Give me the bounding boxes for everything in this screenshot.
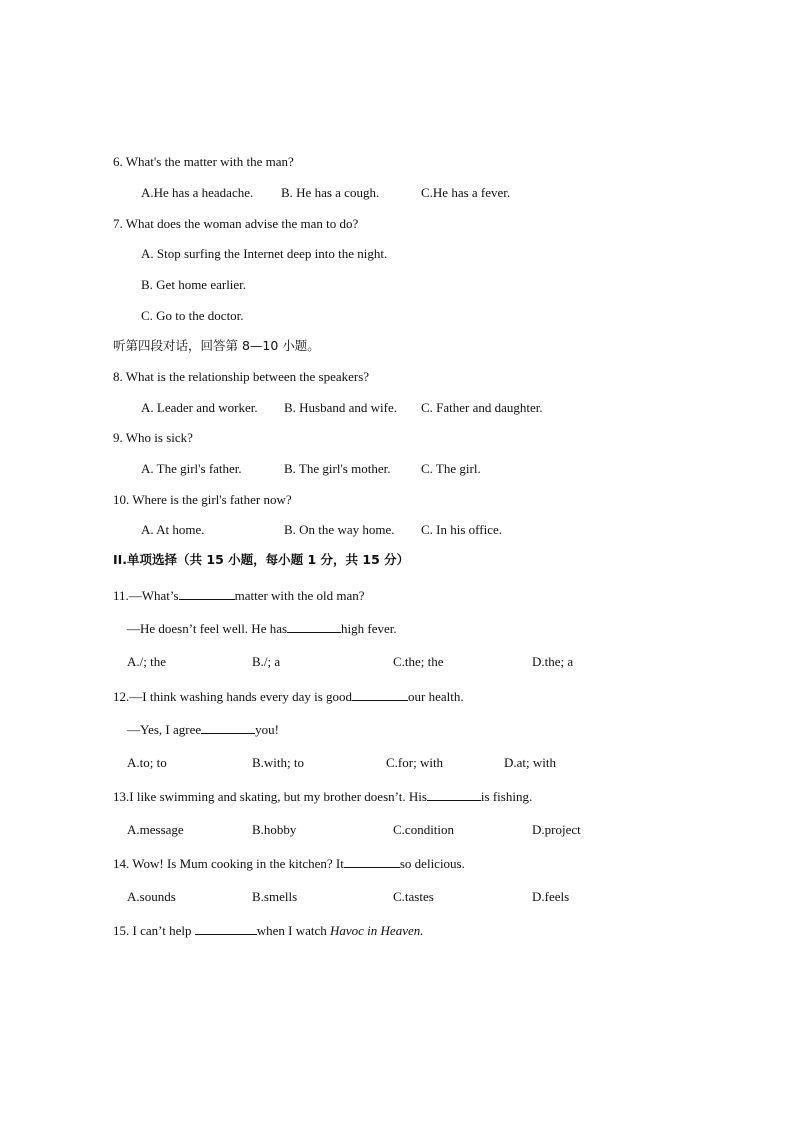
q14-option-c[interactable]: C.tastes [393,889,434,904]
q14-text-b: so delicious. [399,856,465,871]
q15-text-b: when I watch [256,923,327,938]
q15-blank[interactable] [195,922,257,935]
q12-text-b: our health. [408,689,464,704]
q10-option-b[interactable]: B. On the way home. [284,522,395,537]
q11-reply-b: high fever. [341,621,397,636]
q7-option-a[interactable]: A. Stop surfing the Internet deep into the night. [141,246,388,261]
q12-option-c[interactable]: C.for; with [386,755,444,770]
q13-text-a: 13.I like swimming and skating, but my brother doesn’t. His [113,789,427,804]
q14-text-a: 14. Wow! Is Mum cooking in the kitchen? It [113,856,344,871]
q8-option-b[interactable]: B. Husband and wife. [284,400,398,415]
q13-blank[interactable] [427,788,481,801]
q9-option-c[interactable]: C. The girl. [421,461,481,476]
q10-option-a[interactable]: A. At home. [141,522,205,537]
q7-option-c[interactable]: C. Go to the doctor. [141,308,244,323]
q15-title: Havoc in Heaven. [330,923,424,938]
question-6: 6. What's the matter with the man? [113,154,294,169]
q12-blank-2[interactable] [201,721,255,734]
q9-option-b[interactable]: B. The girl's mother. [284,461,391,476]
q14-option-a[interactable]: A.sounds [127,889,176,904]
q6-option-c[interactable]: C.He has a fever. [421,185,511,200]
q13-option-a[interactable]: A.message [127,822,184,837]
question-13 [113,788,532,805]
q12-reply-a: —Yes, I agree [127,722,202,737]
q12-text-a: 12.—I think washing hands every day is good [113,689,353,704]
q13-option-d[interactable]: D.project [532,822,581,837]
question-12-line-2 [127,721,279,738]
question-8: 8. What is the relationship between the speakers? [113,369,370,384]
q15-text-a: 15. I can’t help [113,923,192,938]
q11-text-a: 11.—What’s [113,588,179,603]
q8-option-a[interactable]: A. Leader and worker. [141,400,258,415]
q13-option-b[interactable]: B.hobby [252,822,297,837]
q11-reply-a: —He doesn’t feel well. He has [127,621,288,636]
q6-option-a[interactable]: A.He has a headache. [141,185,254,200]
question-7: 7. What does the woman advise the man to do? [113,216,359,231]
q12-option-a[interactable]: A.to; to [127,755,167,770]
q11-option-d[interactable]: D.the; a [532,654,574,669]
q14-option-b[interactable]: B.smells [252,889,298,904]
q14-blank[interactable] [344,855,400,868]
q12-option-d[interactable]: D.at; with [504,755,556,770]
question-9: 9. Who is sick? [113,430,193,445]
q13-option-c[interactable]: C.condition [393,822,455,837]
q14-option-d[interactable]: D.feels [532,889,570,904]
part-2-heading: II.单项选择（共 15 小题，每小题 1 分，共 15 分） [113,552,410,567]
q6-option-b[interactable]: B. He has a cough. [281,185,380,200]
q7-option-b[interactable]: B. Get home earlier. [141,277,247,292]
question-14 [113,855,465,872]
q12-reply-b: you! [255,722,279,737]
q12-option-b[interactable]: B.with; to [252,755,305,770]
q10-option-c[interactable]: C. In his office. [421,522,502,537]
q8-option-c[interactable]: C. Father and daughter. [421,400,543,415]
q11-blank-2[interactable] [287,620,341,633]
q9-option-a[interactable]: A. The girl's father. [141,461,242,476]
q11-text-b: matter with the old man? [234,588,365,603]
q12-blank-1[interactable] [352,688,408,701]
q11-option-b[interactable]: B./; a [252,654,281,669]
section-4-instruction: 听第四段对话，回答第 8—10 小题。 [113,338,320,353]
question-15 [113,922,424,939]
question-12-line-1 [113,688,464,705]
question-10: 10. Where is the girl's father now? [113,492,292,507]
q11-option-a[interactable]: A./; the [127,654,166,669]
q13-text-b: is fishing. [480,789,533,804]
q11-option-c[interactable]: C.the; the [393,654,444,669]
question-11-line-1 [113,587,365,604]
q11-blank-1[interactable] [179,587,235,600]
question-11-line-2 [127,620,397,637]
